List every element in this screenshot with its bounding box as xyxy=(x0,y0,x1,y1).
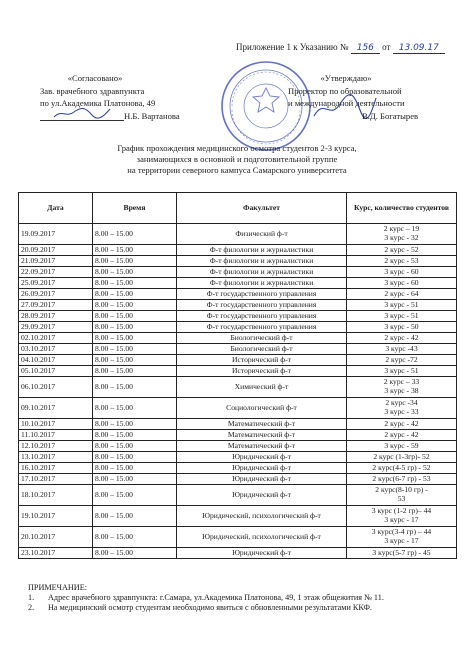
time-cell-text: 8.00 – 15.00 xyxy=(95,228,133,238)
faculty-cell-text: Социологический ф-т xyxy=(226,402,297,412)
note-text: Адрес врачебного здравпункта: г.Самара, ул.Академика Платонова, 49, 1 этаж общежития № 11. xyxy=(48,593,384,602)
course-cell-text: 3 курс - 51 xyxy=(384,365,419,375)
time-cell-text: 8.00 – 15.00 xyxy=(95,310,133,320)
date-cell-text: 26.09.2017 xyxy=(21,288,56,298)
approval-left-line1: Зав. врачебного здравпункта xyxy=(40,86,145,96)
faculty-cell-text: Ф-т государственного управления xyxy=(206,321,317,331)
time-cell xyxy=(93,267,177,278)
date-cell-text: 06.10.2017 xyxy=(21,381,56,391)
time-cell-text: 8.00 – 15.00 xyxy=(95,288,133,298)
table-row xyxy=(19,548,457,559)
faculty-cell-text: Юридический ф-т xyxy=(232,462,291,472)
time-cell-text: 8.00 – 15.00 xyxy=(95,489,133,499)
date-cell-text: 02.10.2017 xyxy=(21,332,56,342)
faculty-cell-text: Юридический ф-т xyxy=(232,547,291,557)
faculty-cell xyxy=(177,224,347,245)
table-header-row xyxy=(19,193,457,224)
faculty-cell xyxy=(177,419,347,430)
table-row xyxy=(19,224,457,245)
course-cell-text: 3 курс(5-7 гр) - 45 xyxy=(372,547,431,557)
time-cell xyxy=(93,289,177,300)
faculty-cell-text: Ф-т филологии и журналистики xyxy=(209,255,314,265)
course-cell-text: 3 курс - 51 xyxy=(384,310,419,320)
date-cell-text: 29.09.2017 xyxy=(21,321,56,331)
appendix-date: 13.09.17 xyxy=(393,43,445,54)
course-cell-text: 3 курс - 50 xyxy=(384,321,419,331)
course-cell-text: 3 курс - 33 xyxy=(384,407,419,416)
date-cell-text: 13.10.2017 xyxy=(21,451,56,461)
faculty-cell xyxy=(177,289,347,300)
date-cell xyxy=(19,506,93,527)
faculty-cell xyxy=(177,322,347,333)
table-row xyxy=(19,474,457,485)
time-cell xyxy=(93,333,177,344)
approval-left-signature-line xyxy=(40,120,124,121)
table-row xyxy=(19,267,457,278)
faculty-cell-text: Ф-т филологии и журналистики xyxy=(209,244,314,254)
time-cell xyxy=(93,278,177,289)
table-row xyxy=(19,506,457,527)
faculty-cell xyxy=(177,527,347,548)
faculty-cell-text: Биологический ф-т xyxy=(230,332,293,342)
approval-right-title: «Утверждаю» xyxy=(320,73,372,83)
date-cell-text: 05.10.2017 xyxy=(21,365,56,375)
faculty-cell-text: Физический ф-т xyxy=(235,228,288,238)
time-cell-text: 8.00 – 15.00 xyxy=(95,277,133,287)
course-cell xyxy=(347,333,457,344)
faculty-cell xyxy=(177,474,347,485)
date-cell xyxy=(19,278,93,289)
course-cell xyxy=(347,527,457,548)
course-cell-text: 3 курс - 51 xyxy=(384,299,419,309)
date-cell-text: 21.09.2017 xyxy=(21,255,56,265)
time-cell-text: 8.00 – 15.00 xyxy=(95,451,133,461)
table-row xyxy=(19,300,457,311)
time-cell-text: 8.00 – 15.00 xyxy=(95,440,133,450)
time-cell-text: 8.00 – 15.00 xyxy=(95,343,133,353)
date-cell-text: 27.09.2017 xyxy=(21,299,56,309)
approval-left-line2: по ул.Академика Платонова, 49 xyxy=(40,98,156,108)
faculty-cell xyxy=(177,430,347,441)
table-row xyxy=(19,527,457,548)
time-cell-text: 8.00 – 15.00 xyxy=(95,354,133,364)
course-cell xyxy=(347,224,457,245)
course-cell xyxy=(347,366,457,377)
course-cell xyxy=(347,377,457,398)
date-cell xyxy=(19,311,93,322)
date-cell xyxy=(19,527,93,548)
date-cell xyxy=(19,398,93,419)
date-cell xyxy=(19,452,93,463)
time-cell-text: 8.00 – 15.00 xyxy=(95,332,133,342)
table-row xyxy=(19,333,457,344)
date-cell-text: 20.09.2017 xyxy=(21,244,56,254)
time-cell-text: 8.00 – 15.00 xyxy=(95,266,133,276)
schedule-table-body xyxy=(19,224,457,559)
time-cell-text: 8.00 – 15.00 xyxy=(95,321,133,331)
course-cell-text: 2 курс (1-3гр)- 52 xyxy=(373,451,430,461)
date-cell-text: 18.10.2017 xyxy=(21,489,56,499)
faculty-cell-text: Биологический ф-т xyxy=(230,343,293,353)
time-cell xyxy=(93,527,177,548)
course-cell-text: 2 курс(6-7 гр) - 53 xyxy=(372,473,431,483)
faculty-cell xyxy=(177,344,347,355)
course-cell-text: 2 курс - 52 xyxy=(384,244,419,254)
course-cell xyxy=(347,245,457,256)
approval-right-signer: В.Д. Богатырев xyxy=(362,111,419,121)
course-cell xyxy=(347,463,457,474)
course-cell-text: 3 курс - 17 xyxy=(384,515,419,524)
time-cell-text: 8.00 – 15.00 xyxy=(95,531,133,541)
faculty-cell-text: Ф-т государственного управления xyxy=(206,299,317,309)
date-cell xyxy=(19,289,93,300)
time-cell-text: 8.00 – 15.00 xyxy=(95,418,133,428)
appendix-header xyxy=(236,42,445,53)
date-cell-text: 03.10.2017 xyxy=(21,343,56,353)
time-cell xyxy=(93,441,177,452)
course-cell xyxy=(347,300,457,311)
course-cell-text: 3 курс - 60 xyxy=(384,266,419,276)
faculty-cell-text: Математический ф-т xyxy=(227,429,296,439)
date-cell xyxy=(19,366,93,377)
course-cell xyxy=(347,256,457,267)
course-cell xyxy=(347,278,457,289)
faculty-cell xyxy=(177,245,347,256)
time-cell xyxy=(93,256,177,267)
course-cell xyxy=(347,452,457,463)
note-item xyxy=(28,593,384,603)
faculty-cell-text: Ф-т филологии и журналистики xyxy=(209,277,314,287)
appendix-text: Приложение 1 к Указанию № xyxy=(236,42,349,52)
time-cell xyxy=(93,300,177,311)
approval-right-line2: и международной деятельности xyxy=(288,98,405,108)
table-row xyxy=(19,398,457,419)
course-cell xyxy=(347,289,457,300)
date-cell xyxy=(19,419,93,430)
document-title-line2: занимающихся в основной и подготовительной группе xyxy=(136,154,338,164)
course-cell-text: 2 курс(8-10 гр) - xyxy=(375,485,428,495)
table-row xyxy=(19,377,457,398)
faculty-cell-text: Исторический ф-т xyxy=(232,354,291,364)
course-cell-text: 53 xyxy=(397,494,406,503)
faculty-cell xyxy=(177,506,347,527)
header-date: Дата xyxy=(19,193,93,224)
date-cell-text: 04.10.2017 xyxy=(21,354,56,364)
time-cell-text: 8.00 – 15.00 xyxy=(95,429,133,439)
course-cell xyxy=(347,485,457,506)
date-cell-text: 20.10.2017 xyxy=(21,531,56,541)
faculty-cell xyxy=(177,256,347,267)
date-cell-text: 23.10.2017 xyxy=(21,547,56,557)
faculty-cell xyxy=(177,267,347,278)
course-cell xyxy=(347,267,457,278)
time-cell-text: 8.00 – 15.00 xyxy=(95,402,133,412)
course-cell xyxy=(347,311,457,322)
table-row xyxy=(19,463,457,474)
course-cell xyxy=(347,430,457,441)
appendix-from: от xyxy=(382,42,391,52)
faculty-cell xyxy=(177,377,347,398)
notes-title: ПРИМЕЧАНИЕ: xyxy=(28,583,87,592)
table-row xyxy=(19,344,457,355)
faculty-cell-text: Ф-т филологии и журналистики xyxy=(209,266,314,276)
table-row xyxy=(19,256,457,267)
faculty-cell xyxy=(177,485,347,506)
time-cell xyxy=(93,474,177,485)
time-cell xyxy=(93,506,177,527)
table-row xyxy=(19,278,457,289)
time-cell xyxy=(93,344,177,355)
date-cell xyxy=(19,441,93,452)
course-cell-text: 3 курс -43 xyxy=(385,343,418,353)
approval-left-title: «Согласовано» xyxy=(67,73,123,83)
date-cell-text: 10.10.2017 xyxy=(21,418,56,428)
date-cell-text: 12.10.2017 xyxy=(21,440,56,450)
faculty-cell-text: Юридический ф-т xyxy=(232,451,291,461)
time-cell-text: 8.00 – 15.00 xyxy=(95,473,133,483)
date-cell xyxy=(19,322,93,333)
time-cell-text: 8.00 – 15.00 xyxy=(95,365,133,375)
faculty-cell xyxy=(177,398,347,419)
date-cell xyxy=(19,430,93,441)
course-cell-text: 2 курс - 42 xyxy=(384,429,419,439)
time-cell xyxy=(93,419,177,430)
date-cell xyxy=(19,245,93,256)
course-cell-text: 2 курс – 33 xyxy=(383,377,420,387)
date-cell xyxy=(19,355,93,366)
course-cell-text: 2 курс -72 xyxy=(385,354,418,364)
time-cell xyxy=(93,548,177,559)
time-cell xyxy=(93,355,177,366)
date-cell xyxy=(19,300,93,311)
time-cell xyxy=(93,224,177,245)
time-cell xyxy=(93,377,177,398)
course-cell-text: 2 курс -34 xyxy=(385,398,418,408)
course-cell-text: 3 курс - 32 xyxy=(384,233,419,242)
time-cell xyxy=(93,311,177,322)
document-title-line3: на территории северного кампуса Самарского университета xyxy=(127,165,347,175)
note-number: 2. xyxy=(28,603,35,612)
course-cell-text: 2 курс - 53 xyxy=(384,255,419,265)
time-cell xyxy=(93,322,177,333)
header-time: Время xyxy=(93,193,177,224)
faculty-cell xyxy=(177,452,347,463)
faculty-cell xyxy=(177,366,347,377)
faculty-cell xyxy=(177,441,347,452)
faculty-cell xyxy=(177,333,347,344)
course-cell-text: 3 курс - 38 xyxy=(384,386,419,395)
faculty-cell-text: Юридический, психологический ф-т xyxy=(202,510,321,520)
faculty-cell xyxy=(177,300,347,311)
table-row xyxy=(19,419,457,430)
note-item xyxy=(28,603,384,613)
faculty-cell xyxy=(177,311,347,322)
faculty-cell-text: Исторический ф-т xyxy=(232,365,291,375)
header-course: Курс, количество студентов xyxy=(347,193,457,224)
date-cell-text: 25.09.2017 xyxy=(21,277,56,287)
date-cell-text: 19.09.2017 xyxy=(21,228,56,238)
course-cell xyxy=(347,441,457,452)
date-cell xyxy=(19,256,93,267)
date-cell-text: 11.10.2017 xyxy=(21,429,55,439)
table-row xyxy=(19,245,457,256)
note-text: На медицинский осмотр студентам необходимо явиться с обновленными результатами ККФ. xyxy=(48,603,372,612)
time-cell xyxy=(93,485,177,506)
course-cell xyxy=(347,419,457,430)
date-cell-text: 17.10.2017 xyxy=(21,473,56,483)
course-cell-text: 3 курс (1-2 гр)– 44 xyxy=(371,506,432,516)
faculty-cell xyxy=(177,463,347,474)
faculty-cell-text: Юридический ф-т xyxy=(232,489,291,499)
date-cell xyxy=(19,474,93,485)
faculty-cell-text: Ф-т государственного управления xyxy=(206,310,317,320)
course-cell xyxy=(347,506,457,527)
time-cell xyxy=(93,452,177,463)
table-row xyxy=(19,311,457,322)
time-cell xyxy=(93,430,177,441)
schedule-table xyxy=(18,192,457,559)
table-row xyxy=(19,289,457,300)
time-cell-text: 8.00 – 15.00 xyxy=(95,462,133,472)
course-cell-text: 3 курс(3-4 гр) – 44 xyxy=(371,527,432,537)
document-title-line1: График прохождения медицинского осмотра студентов 2-3 курса, xyxy=(117,143,357,153)
faculty-cell-text: Ф-т государственного управления xyxy=(206,288,317,298)
approval-right-line1: Проректор по образовательной xyxy=(288,86,402,96)
date-cell xyxy=(19,333,93,344)
course-cell-text: 3 курс - 17 xyxy=(384,536,419,545)
approval-left-signer: Н.Б. Вартанова xyxy=(124,111,180,121)
date-cell-text: 22.09.2017 xyxy=(21,266,56,276)
note-number: 1. xyxy=(28,593,35,602)
table-row xyxy=(19,430,457,441)
date-cell xyxy=(19,344,93,355)
course-cell xyxy=(347,474,457,485)
notes-block xyxy=(28,583,384,613)
time-cell-text: 8.00 – 15.00 xyxy=(95,244,133,254)
date-cell xyxy=(19,485,93,506)
faculty-cell xyxy=(177,278,347,289)
course-cell xyxy=(347,398,457,419)
faculty-cell xyxy=(177,548,347,559)
table-row xyxy=(19,441,457,452)
faculty-cell-text: Математический ф-т xyxy=(227,418,296,428)
date-cell xyxy=(19,224,93,245)
appendix-number: 156 xyxy=(351,43,380,54)
time-cell xyxy=(93,463,177,474)
faculty-cell-text: Математический ф-т xyxy=(227,440,296,450)
table-row xyxy=(19,485,457,506)
date-cell xyxy=(19,267,93,278)
date-cell xyxy=(19,377,93,398)
course-cell xyxy=(347,322,457,333)
table-row xyxy=(19,322,457,333)
course-cell-text: 3 курс - 59 xyxy=(384,440,419,450)
time-cell-text: 8.00 – 15.00 xyxy=(95,547,133,557)
time-cell xyxy=(93,245,177,256)
table-row xyxy=(19,355,457,366)
date-cell xyxy=(19,548,93,559)
course-cell-text: 2 курс - 42 xyxy=(384,418,419,428)
course-cell-text: 2 курс – 19 xyxy=(383,224,420,234)
course-cell xyxy=(347,355,457,366)
course-cell-text: 3 курс - 60 xyxy=(384,277,419,287)
time-cell xyxy=(93,398,177,419)
faculty-cell-text: Юридический ф-т xyxy=(232,473,291,483)
date-cell-text: 16.10.2017 xyxy=(21,462,56,472)
time-cell-text: 8.00 – 15.00 xyxy=(95,299,133,309)
time-cell-text: 8.00 – 15.00 xyxy=(95,510,133,520)
course-cell xyxy=(347,344,457,355)
faculty-cell-text: Юридический, психологический ф-т xyxy=(202,531,321,541)
course-cell xyxy=(347,548,457,559)
date-cell-text: 19.10.2017 xyxy=(21,510,56,520)
table-row xyxy=(19,452,457,463)
date-cell-text: 28.09.2017 xyxy=(21,310,56,320)
approval-left-signature xyxy=(52,106,112,120)
time-cell xyxy=(93,366,177,377)
time-cell-text: 8.00 – 15.00 xyxy=(95,381,133,391)
header-faculty: Факультет xyxy=(177,193,347,224)
faculty-cell xyxy=(177,355,347,366)
course-cell-text: 2 курс - 42 xyxy=(384,332,419,342)
date-cell-text: 09.10.2017 xyxy=(21,402,56,412)
course-cell-text: 2 курс - 64 xyxy=(384,288,419,298)
faculty-cell-text: Химический ф-т xyxy=(234,381,289,391)
table-row xyxy=(19,366,457,377)
course-cell-text: 2 курс(4-5 гр) - 52 xyxy=(372,462,431,472)
time-cell-text: 8.00 – 15.00 xyxy=(95,255,133,265)
date-cell xyxy=(19,463,93,474)
